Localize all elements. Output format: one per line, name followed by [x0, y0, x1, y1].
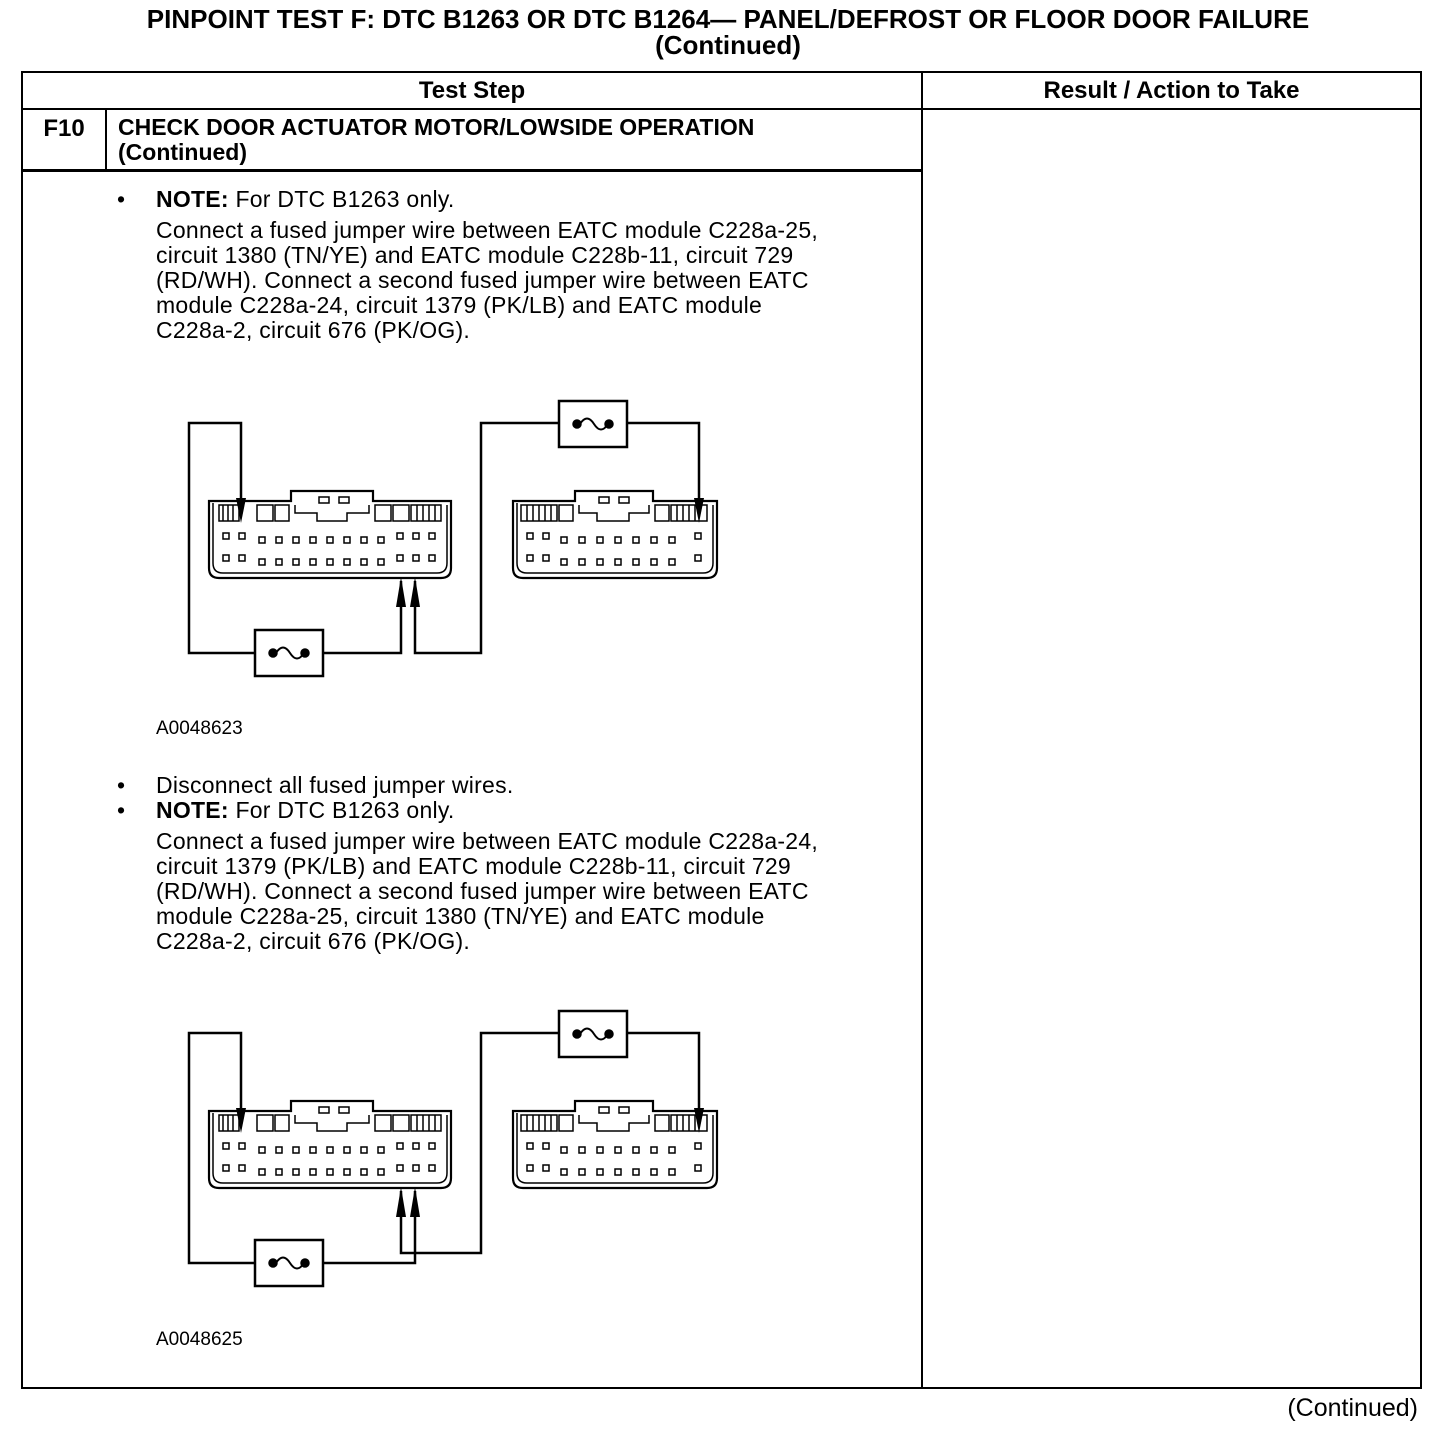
- probe-arrow-c228a-2: [410, 577, 420, 607]
- step-title-line1: CHECK DOOR ACTUATOR MOTOR/LOWSIDE OPERATION: [118, 114, 755, 140]
- connector-c228a-1: [209, 491, 451, 578]
- fuse-bottom-2: [255, 1240, 323, 1286]
- wiring-diagram-2: [23, 1003, 921, 1303]
- probe-arrow-c228a-2: [410, 1187, 420, 1217]
- bullet-3: •: [117, 797, 126, 823]
- pinpoint-test-table: [21, 71, 1422, 1389]
- page-title-line2: (Continued): [655, 30, 801, 60]
- bullet-1: •: [117, 186, 126, 212]
- page-title: [0, 6, 1456, 58]
- wiring-diagram-1: [23, 393, 921, 693]
- header-rule: [23, 108, 1420, 110]
- header-test-step: Test Step: [418, 77, 526, 104]
- step-id-divider: [105, 110, 107, 170]
- note-text-1: For DTC B1263 only.: [228, 186, 455, 212]
- figure-id-1: A0048623: [156, 718, 243, 739]
- note-text-2: For DTC B1263 only.: [228, 797, 455, 823]
- note-line-1: [156, 187, 916, 212]
- step-title-rule: [23, 169, 921, 172]
- bullet-2: •: [117, 772, 126, 798]
- header-result-action: Result / Action to Take: [1043, 77, 1300, 104]
- instruction-2: Connect a fused jumper wire between EATC module C228a-24, circuit 1379 (PK/LB) and EATC module C228b-11, circuit 729 (RD/WH). Connect a second fused jumper wire between EATC module C228a-25, circuit 1380 (TN/YE) and EATC module C228a-2, circuit 676 (PK/OG).: [156, 828, 819, 954]
- note-line-2: [156, 798, 916, 823]
- connector-c228b-2: [513, 1101, 717, 1188]
- note-label-1: NOTE:: [156, 186, 229, 212]
- step-title: [118, 115, 908, 165]
- fuse-bottom-1: [255, 630, 323, 676]
- probe-arrow-c228a-24: [396, 1187, 406, 1217]
- continued-footer: (Continued): [1287, 1394, 1418, 1422]
- fuse-top-1: [559, 401, 627, 447]
- figure-id-2: A0048625: [156, 1329, 243, 1350]
- page-title-line1: PINPOINT TEST F: DTC B1263 OR DTC B1264— PANEL/DEFROST OR FLOOR DOOR FAILURE: [146, 4, 1310, 34]
- column-divider: [921, 73, 923, 1387]
- step-id: F10: [43, 115, 85, 142]
- probe-arrow-c228a-24: [396, 577, 406, 607]
- connector-c228b-1: [513, 491, 717, 578]
- note-label-2: NOTE:: [156, 797, 229, 823]
- jumper-wire-left-2: [323, 581, 401, 653]
- instruction-1: Connect a fused jumper wire between EATC module C228a-25, circuit 1380 (TN/YE) and EATC module C228b-11, circuit 729 (RD/WH). Connect a second fused jumper wire between EATC module C228a-24, circuit 1379 (PK/LB) and EATC module C228a-2, circuit 676 (PK/OG).: [156, 217, 819, 343]
- fuse-top-2: [559, 1011, 627, 1057]
- disconnect-text: Disconnect all fused jumper wires.: [156, 772, 514, 798]
- step-title-line2: (Continued): [118, 139, 248, 165]
- connector-c228a-2: [209, 1101, 451, 1188]
